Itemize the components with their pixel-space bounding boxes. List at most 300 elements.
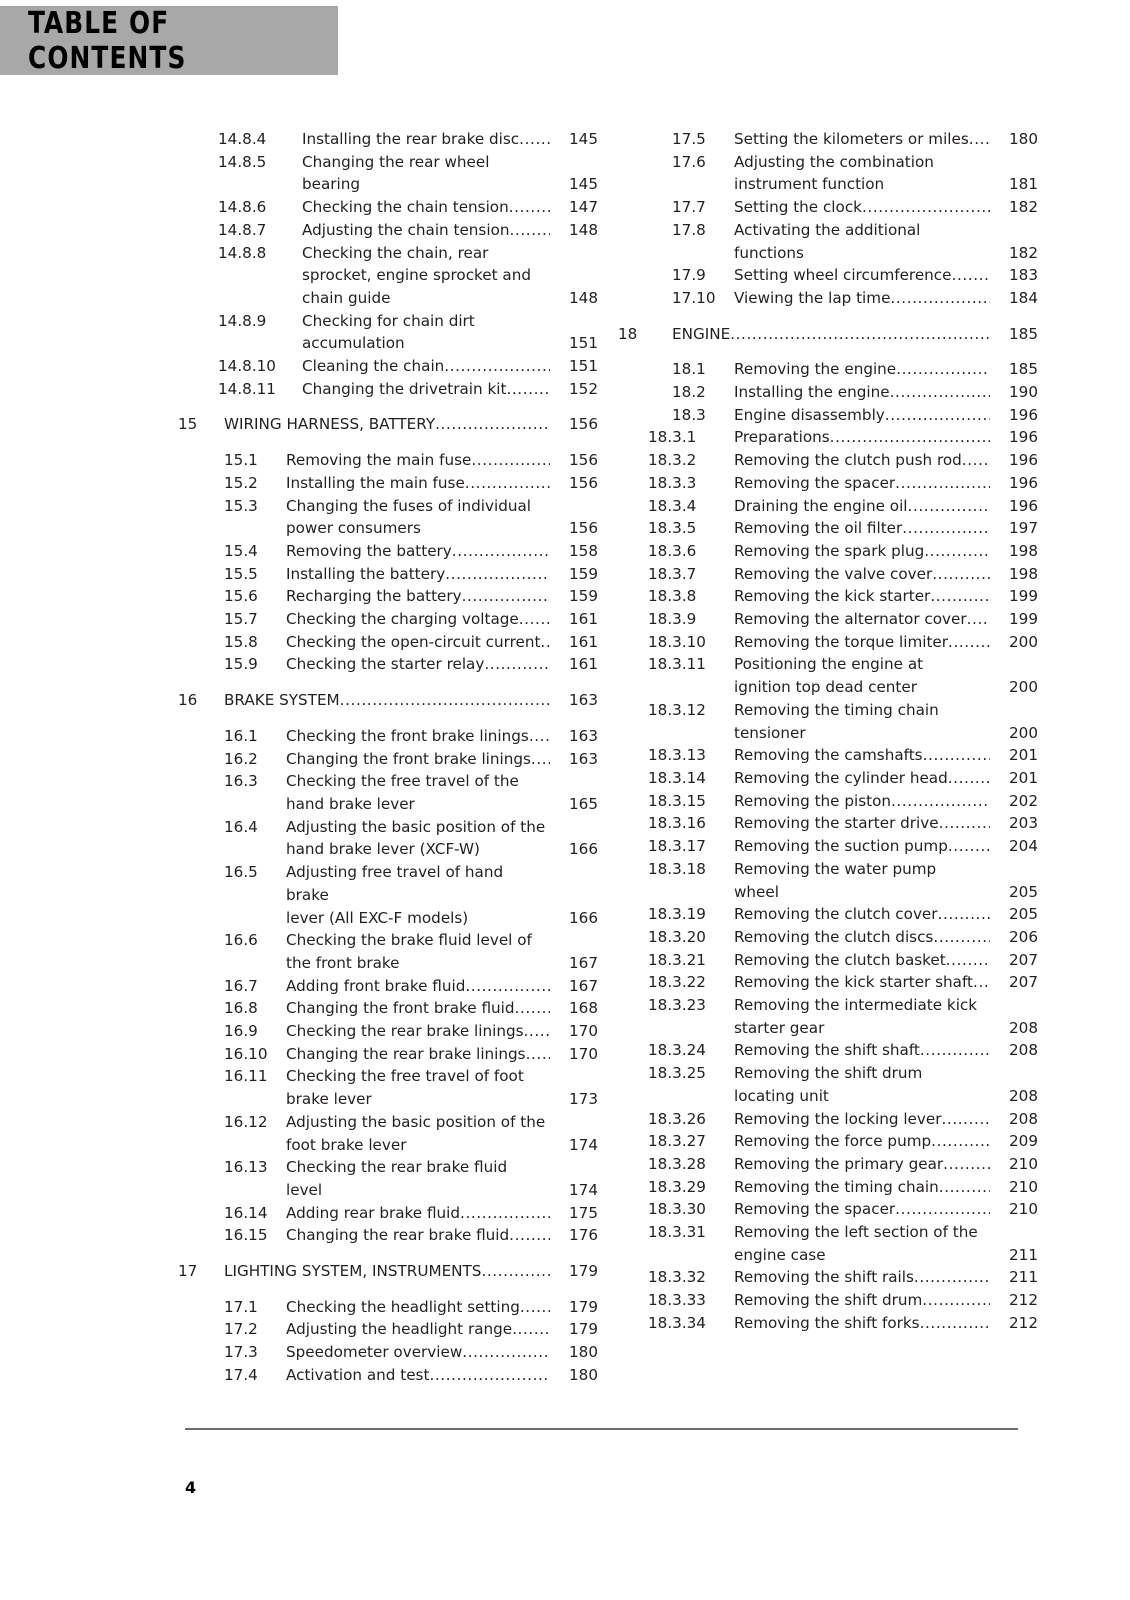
toc-title-text: ENGINE — [672, 324, 731, 343]
toc-entry[interactable] — [618, 971, 1038, 994]
toc-entry[interactable] — [178, 310, 598, 355]
toc-title-line — [224, 413, 550, 436]
toc-entry[interactable] — [618, 903, 1038, 926]
toc-title-line — [286, 1043, 550, 1066]
toc-entry-page: 159 — [569, 587, 598, 606]
dot-leader — [941, 1110, 990, 1128]
toc-title-line — [286, 1318, 550, 1341]
toc-entry-number: 14.8.5 — [218, 152, 267, 171]
toc-entry[interactable] — [178, 1260, 598, 1283]
toc-entry-number: 18.3.3 — [648, 473, 697, 492]
toc-entry[interactable] — [618, 358, 1038, 381]
toc-title-line — [286, 540, 550, 563]
toc-title-text: Checking the front brake linings — [286, 726, 529, 745]
toc-entry-number: 15.4 — [224, 541, 258, 560]
toc-entry[interactable] — [178, 151, 598, 196]
toc-title-line — [302, 196, 550, 219]
toc-entry[interactable] — [178, 128, 598, 151]
toc-entry-page: 206 — [1009, 927, 1038, 946]
toc-title-text: Removing the clutch push rod — [734, 451, 962, 470]
toc-title-text: Installing the battery — [286, 564, 446, 583]
toc-entry[interactable] — [618, 767, 1038, 790]
dot-leader — [890, 289, 990, 307]
toc-entry[interactable] — [178, 540, 598, 563]
toc-title-text: Activation and test — [286, 1365, 430, 1384]
toc-entry-page: 199 — [1009, 587, 1038, 606]
toc-title-line: engine case — [734, 1245, 826, 1264]
dot-leader — [484, 655, 550, 673]
toc-title-line — [286, 997, 550, 1020]
toc-entry-page: 201 — [1009, 746, 1038, 765]
toc-title-line — [286, 1224, 550, 1247]
toc-entry-page: 174 — [569, 1180, 598, 1199]
toc-entry-number: 17.10 — [672, 288, 716, 307]
dot-leader — [540, 633, 550, 651]
toc-title-line — [734, 744, 990, 767]
toc-entry-title — [286, 975, 550, 998]
toc-entry-page: 211 — [1009, 1245, 1038, 1264]
toc-entry-page: 196 — [1009, 496, 1038, 515]
toc-title-text: Removing the clutch discs — [734, 927, 934, 946]
toc-entry[interactable] — [178, 355, 598, 378]
toc-entry-page: 179 — [569, 1320, 598, 1339]
dot-leader — [452, 542, 550, 560]
toc-entry[interactable] — [178, 1043, 598, 1066]
toc-entry[interactable] — [178, 748, 598, 771]
toc-entry[interactable] — [178, 1341, 598, 1364]
toc-entry[interactable] — [178, 1318, 598, 1341]
toc-entry-number: 16.4 — [224, 817, 258, 836]
dot-leader — [429, 1366, 550, 1384]
toc-entry-title — [286, 1318, 550, 1341]
toc-entry[interactable] — [178, 219, 598, 242]
page-title: TABLE OF CONTENTS — [28, 5, 187, 76]
toc-entry-number: 15.1 — [224, 451, 258, 470]
toc-entry-title — [734, 1221, 990, 1266]
toc-entry-number: 14.8.11 — [218, 379, 276, 398]
toc-title-line — [734, 631, 990, 654]
toc-entry-number: 16.7 — [224, 976, 258, 995]
toc-entry[interactable] — [618, 381, 1038, 404]
toc-title-line — [286, 563, 550, 586]
toc-title-text: Viewing the lap time — [734, 288, 891, 307]
toc-entry-title — [734, 128, 990, 151]
toc-entry[interactable] — [178, 449, 598, 472]
toc-entry-number: 18.1 — [672, 360, 706, 379]
toc-title-text: BRAKE SYSTEM — [224, 691, 340, 710]
toc-entry[interactable] — [618, 128, 1038, 151]
toc-entry-number: 15.6 — [224, 587, 258, 606]
toc-entry-page: 167 — [569, 976, 598, 995]
toc-entry-page: 166 — [569, 908, 598, 927]
toc-title-line — [734, 540, 990, 563]
toc-entry-title — [734, 196, 990, 219]
dot-leader — [519, 610, 550, 628]
toc-entry-title — [286, 472, 550, 495]
toc-entry-page: 151 — [569, 357, 598, 376]
dot-leader — [938, 905, 990, 923]
toc-entry-number: 18.3.30 — [648, 1200, 706, 1219]
dot-leader — [923, 746, 990, 764]
toc-entry[interactable] — [178, 653, 598, 676]
toc-entry[interactable] — [178, 472, 598, 495]
toc-entry[interactable] — [618, 949, 1038, 972]
toc-entry-title — [286, 748, 550, 771]
toc-entry-page: 197 — [1009, 519, 1038, 538]
toc-entry-number: 14.8.4 — [218, 130, 267, 148]
toc-entry[interactable] — [618, 744, 1038, 767]
toc-entry[interactable] — [618, 1108, 1038, 1131]
toc-entry[interactable] — [618, 699, 1038, 744]
toc-entry-page: 205 — [1009, 905, 1038, 924]
toc-entry-title — [734, 585, 990, 608]
toc-entry-page: 175 — [569, 1203, 598, 1222]
toc-title-line: Checking the free travel of the — [286, 772, 519, 791]
toc-title-text: Checking the charging voltage — [286, 610, 519, 629]
toc-entry-title — [734, 1266, 990, 1289]
toc-entry[interactable] — [178, 1296, 598, 1319]
toc-entry-number: 18.3.29 — [648, 1177, 706, 1196]
toc-entry-page: 180 — [569, 1343, 598, 1362]
toc-title-line — [734, 608, 990, 631]
toc-entry[interactable] — [618, 994, 1038, 1039]
dot-leader — [509, 221, 550, 239]
toc-title-line: instrument function — [734, 175, 885, 194]
toc-entry-number: 18.3.7 — [648, 564, 697, 583]
toc-entry[interactable] — [618, 219, 1038, 264]
toc-entry-page: 200 — [1009, 723, 1038, 742]
dot-leader — [948, 769, 990, 787]
toc-entry-page: 176 — [569, 1226, 598, 1245]
toc-title-text: Removing the spacer — [734, 1200, 896, 1219]
toc-entry-title — [734, 540, 990, 563]
toc-entry[interactable] — [178, 563, 598, 586]
toc-entry[interactable] — [618, 608, 1038, 631]
toc-entry-number: 18.3.17 — [648, 837, 706, 856]
toc-entry[interactable] — [618, 1062, 1038, 1107]
toc-entry-title — [286, 929, 550, 974]
toc-entry-page: 182 — [1009, 198, 1038, 217]
toc-title-text: Changing the rear brake fluid — [286, 1226, 510, 1245]
toc-entry-page: 208 — [1009, 1109, 1038, 1128]
toc-title-text: Installing the main fuse — [286, 473, 465, 492]
toc-entry-number: 16.6 — [224, 931, 258, 950]
toc-title-line: Adjusting the basic position of the — [286, 1112, 546, 1131]
toc-title-text: Removing the camshafts — [734, 746, 923, 765]
toc-entry-title — [734, 404, 990, 427]
toc-entry[interactable] — [618, 323, 1038, 346]
toc-entry-number: 18.3.13 — [648, 746, 706, 765]
toc-entry[interactable] — [618, 1266, 1038, 1289]
toc-title-text: Removing the shift shaft — [734, 1041, 920, 1060]
toc-entry[interactable] — [618, 563, 1038, 586]
toc-entry-title — [224, 413, 550, 436]
toc-entry[interactable] — [178, 1364, 598, 1387]
toc-title-line — [286, 585, 550, 608]
toc-entry-page: 198 — [1009, 564, 1038, 583]
toc-entry[interactable] — [178, 495, 598, 540]
toc-entry-page: 203 — [1009, 814, 1038, 833]
toc-title-line: Removing the intermediate kick — [734, 996, 978, 1015]
toc-entry[interactable] — [618, 495, 1038, 518]
toc-entry-title — [286, 725, 550, 748]
toc-title-line — [734, 971, 990, 994]
toc-entry-number: 15.3 — [224, 496, 258, 515]
toc-entry[interactable] — [178, 1020, 598, 1043]
toc-entry-page: 200 — [1009, 632, 1038, 651]
toc-title-text: Setting the clock — [734, 198, 862, 217]
toc-entry-title — [286, 1341, 550, 1364]
toc-title-line — [734, 1266, 990, 1289]
toc-entry-page: 152 — [569, 379, 598, 398]
toc-title-line: the front brake — [286, 953, 400, 972]
toc-entry[interactable] — [618, 449, 1038, 472]
toc-entry-title — [302, 355, 550, 378]
toc-entry-title — [734, 1289, 990, 1312]
toc-title-text: Removing the engine — [734, 360, 897, 379]
toc-entry[interactable] — [178, 1202, 598, 1225]
toc-entry-page: 211 — [1009, 1268, 1038, 1287]
toc-column-right — [618, 128, 1038, 1387]
toc-entry-number: 15.5 — [224, 564, 258, 583]
toc-title-text: Removing the spacer — [734, 473, 896, 492]
toc-entry-page: 182 — [1009, 243, 1038, 262]
toc-title-line: Removing the water pump — [734, 859, 937, 878]
toc-entry-page: 208 — [1009, 1018, 1038, 1037]
toc-entry[interactable] — [178, 196, 598, 219]
toc-title-line — [286, 631, 550, 654]
dot-leader — [920, 1314, 990, 1332]
toc-entry-title — [734, 495, 990, 518]
toc-entry-number: 18.3.20 — [648, 927, 706, 946]
toc-entry-title — [286, 1364, 550, 1387]
toc-entry-page: 179 — [569, 1297, 598, 1316]
toc-entry[interactable] — [178, 929, 598, 974]
toc-entry-page: 196 — [1009, 428, 1038, 447]
toc-entry[interactable] — [178, 242, 598, 310]
toc-entry-page: 156 — [569, 415, 598, 434]
dot-leader — [515, 999, 551, 1017]
toc-title-line: Changing the fuses of individual — [286, 496, 532, 515]
toc-title-line: Adjusting the combination — [734, 152, 934, 171]
dot-leader — [531, 750, 550, 768]
toc-title-line — [286, 725, 550, 748]
toc-entry[interactable] — [618, 540, 1038, 563]
dot-leader — [908, 497, 990, 515]
toc-entry-page: 167 — [569, 953, 598, 972]
dot-leader — [891, 792, 990, 810]
toc-entry[interactable] — [618, 1039, 1038, 1062]
toc-entry-title — [286, 608, 550, 631]
toc-entry[interactable] — [618, 1198, 1038, 1221]
toc-entry-number: 14.8.10 — [218, 357, 276, 376]
dot-leader — [509, 1226, 550, 1244]
toc-entry-page: 207 — [1009, 973, 1038, 992]
toc-title-line — [302, 355, 550, 378]
toc-title-line — [734, 1039, 990, 1062]
toc-title-line — [734, 287, 990, 310]
toc-title-line — [734, 903, 990, 926]
toc-entry-title — [734, 517, 990, 540]
toc-title-text: Checking the headlight setting — [286, 1297, 520, 1316]
toc-entry[interactable] — [618, 858, 1038, 903]
toc-title-text: Recharging the battery — [286, 587, 462, 606]
toc-entry[interactable] — [178, 1224, 598, 1247]
toc-entry-number: 16.3 — [224, 772, 258, 791]
toc-title-line: Activating the additional — [734, 220, 921, 239]
toc-title-text: Cleaning the chain — [302, 357, 445, 376]
toc-entry-page: 207 — [1009, 950, 1038, 969]
toc-entry[interactable] — [618, 1130, 1038, 1153]
toc-entry-title — [286, 1202, 550, 1225]
toc-entry-number: 17.3 — [224, 1343, 258, 1362]
toc-entry[interactable] — [618, 653, 1038, 698]
toc-entry-number: 18.3.15 — [648, 791, 706, 810]
toc-entry[interactable] — [618, 1176, 1038, 1199]
toc-title-line — [734, 563, 990, 586]
toc-entry-page: 210 — [1009, 1177, 1038, 1196]
toc-entry-number: 18.3.10 — [648, 632, 706, 651]
toc-entry[interactable] — [178, 725, 598, 748]
toc-entry-number: 18.3.19 — [648, 905, 706, 924]
toc-title-text: Checking the open-circuit current — [286, 632, 541, 651]
toc-entry-number: 18.3.28 — [648, 1154, 706, 1173]
toc-entry[interactable] — [618, 472, 1038, 495]
toc-entry[interactable] — [178, 975, 598, 998]
toc-entry-page: 181 — [1009, 175, 1038, 194]
toc-entry-page: 184 — [1009, 288, 1038, 307]
toc-entry[interactable] — [178, 689, 598, 712]
toc-title-text: Setting the kilometers or miles — [734, 130, 969, 148]
toc-entry-page: 200 — [1009, 678, 1038, 697]
toc-entry-number: 18.3.1 — [648, 428, 697, 447]
toc-entry-page: 174 — [569, 1135, 598, 1154]
toc-column-left — [178, 128, 598, 1387]
toc-entry[interactable] — [178, 816, 598, 861]
toc-entry-title — [286, 585, 550, 608]
toc-entry[interactable] — [618, 585, 1038, 608]
toc-entry-number: 18.3.6 — [648, 541, 697, 560]
toc-title-line — [734, 404, 990, 427]
toc-entry-page: 196 — [1009, 473, 1038, 492]
toc-entry-title — [734, 858, 990, 903]
dot-leader — [973, 973, 990, 991]
toc-title-text: Removing the timing chain — [734, 1177, 939, 1196]
toc-entry[interactable] — [178, 861, 598, 929]
toc-title-line: Adjusting the basic position of the — [286, 817, 546, 836]
toc-entry[interactable] — [178, 997, 598, 1020]
toc-entry-title — [734, 767, 990, 790]
toc-entry-page: 204 — [1009, 837, 1038, 856]
toc-entry[interactable] — [178, 770, 598, 815]
toc-entry-number: 18.3.2 — [648, 451, 697, 470]
toc-entry-title — [286, 495, 550, 540]
toc-entry[interactable] — [618, 812, 1038, 835]
toc-entry[interactable] — [618, 517, 1038, 540]
toc-entry-number: 18.3.25 — [648, 1064, 706, 1083]
toc-title-text: Removing the clutch cover — [734, 905, 938, 924]
toc-entry-title — [734, 971, 990, 994]
toc-entry-title — [286, 1020, 550, 1043]
dot-leader — [920, 1041, 990, 1059]
toc-entry[interactable] — [618, 835, 1038, 858]
toc-entry[interactable] — [618, 404, 1038, 427]
toc-entry[interactable] — [618, 264, 1038, 287]
toc-entry-title — [286, 1224, 550, 1247]
dot-leader — [862, 198, 990, 216]
toc-entry-page: 212 — [1009, 1313, 1038, 1332]
toc-entry[interactable] — [618, 1289, 1038, 1312]
toc-entry-title — [734, 219, 990, 264]
dot-leader — [967, 610, 990, 628]
toc-entry[interactable] — [178, 1111, 598, 1156]
toc-entry-title — [734, 653, 990, 698]
toc-entry[interactable] — [618, 426, 1038, 449]
toc-entry-number: 17.7 — [672, 198, 706, 217]
toc-entry-title — [734, 1176, 990, 1199]
toc-entry[interactable] — [618, 1312, 1038, 1335]
dot-leader — [445, 565, 550, 583]
dot-leader — [939, 814, 990, 832]
toc-entry-page: 159 — [569, 564, 598, 583]
toc-title-text: Adding front brake fluid — [286, 976, 466, 995]
toc-title-line — [286, 1020, 550, 1043]
toc-entry-page: 201 — [1009, 768, 1038, 787]
toc-entry[interactable] — [178, 378, 598, 401]
toc-entry[interactable] — [618, 926, 1038, 949]
toc-entry-number: 15.9 — [224, 655, 258, 674]
toc-entry[interactable] — [618, 1221, 1038, 1266]
toc-entry-page: 163 — [569, 726, 598, 745]
dot-leader — [509, 198, 550, 216]
toc-entry-number: 15.7 — [224, 610, 258, 629]
toc-entry-page: 145 — [569, 175, 598, 194]
toc-entry[interactable] — [178, 608, 598, 631]
toc-entry-number: 16.15 — [224, 1226, 268, 1245]
dot-leader — [933, 928, 990, 946]
toc-entry[interactable] — [178, 631, 598, 654]
toc-entry[interactable] — [618, 1153, 1038, 1176]
dot-leader — [519, 130, 550, 148]
toc-entry-title — [734, 1312, 990, 1335]
toc-entry-title — [734, 1130, 990, 1153]
toc-entry[interactable] — [178, 413, 598, 436]
toc-title-line — [734, 835, 990, 858]
toc-entry[interactable] — [618, 631, 1038, 654]
dot-leader — [462, 587, 550, 605]
toc-entry[interactable] — [618, 196, 1038, 219]
toc-entry-number: 18.3.22 — [648, 973, 706, 992]
toc-entry-number: 16.14 — [224, 1203, 268, 1222]
toc-entry-page: 198 — [1009, 541, 1038, 560]
toc-title-line — [672, 323, 990, 346]
toc-entry-title — [734, 287, 990, 310]
toc-entry[interactable] — [178, 585, 598, 608]
toc-entry[interactable] — [618, 790, 1038, 813]
toc-entry[interactable] — [618, 151, 1038, 196]
dot-leader — [435, 415, 550, 433]
toc-entry[interactable] — [178, 1156, 598, 1201]
toc-title-line: sprocket, engine sprocket and — [302, 266, 531, 285]
toc-entry-title — [302, 310, 550, 355]
dot-leader — [924, 542, 990, 560]
toc-entry[interactable] — [178, 1065, 598, 1110]
toc-entry[interactable] — [618, 287, 1038, 310]
dot-leader — [465, 977, 550, 995]
toc-title-line: power consumers — [286, 519, 421, 538]
toc-title-line: starter gear — [734, 1018, 825, 1037]
toc-title-line — [734, 1289, 990, 1312]
